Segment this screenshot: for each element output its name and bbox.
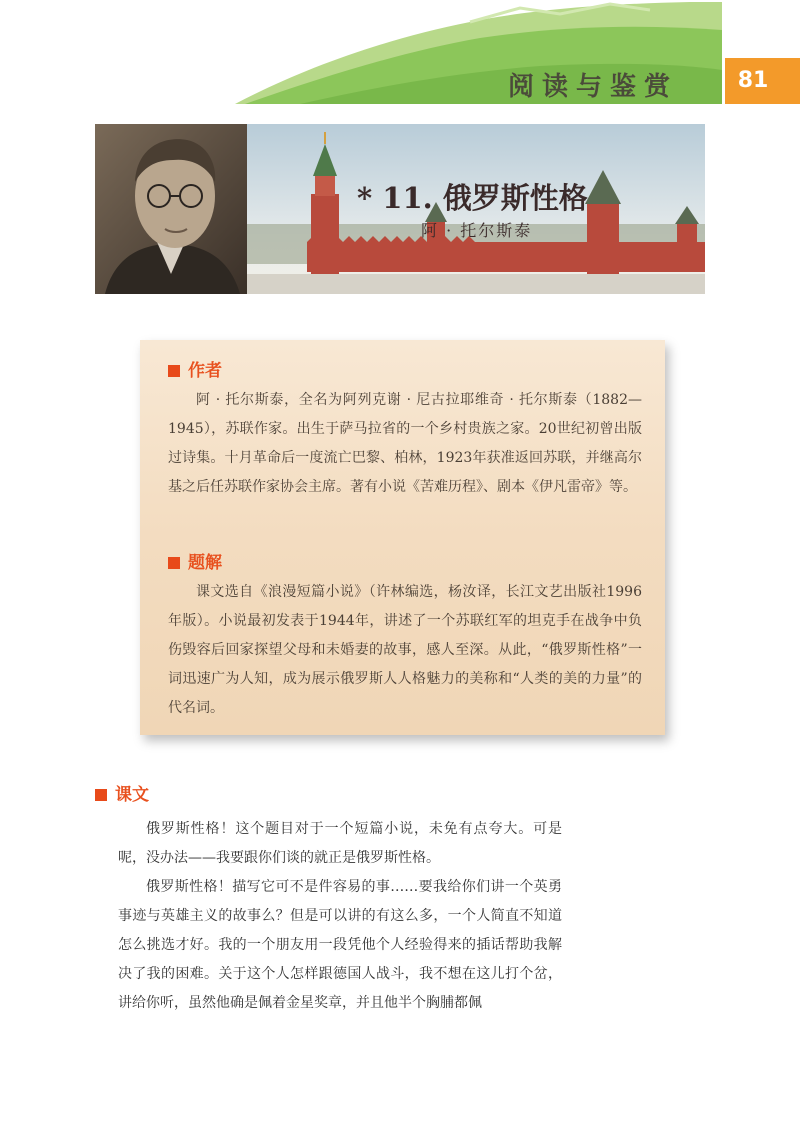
text-heading-label: 课文	[115, 785, 149, 805]
page-number-box	[725, 58, 800, 104]
author-paragraph: 阿 · 托尔斯泰，全名为阿列克谢 · 尼古拉耶维奇 · 托尔斯泰（1882—1945），苏联作家。出生于萨马拉省的一个乡村贵族之家。20世纪初曾出版过诗集。十月革命后一度流亡巴黎、柏林，1923年获准返回苏联，并继高尔基之后任苏联作家协会主席。著有小说《苦难历程》、剧本《伊凡雷帝》等。	[168, 392, 642, 495]
header-brush-decoration	[0, 0, 800, 115]
author-heading	[168, 356, 222, 381]
bullet-square-icon	[95, 789, 107, 801]
author-portrait	[95, 124, 247, 294]
explanation-heading-label: 题解	[188, 553, 222, 573]
section-title: 阅读与鉴赏	[508, 72, 679, 102]
page-number: 81	[737, 68, 769, 93]
lesson-author: 阿 · 托尔斯泰	[421, 221, 533, 240]
bullet-square-icon	[168, 557, 180, 569]
author-heading-label: 作者	[188, 361, 222, 381]
body-paragraph: 俄罗斯性格！这个题目对于一个短篇小说，未免有点夸大。可是呢，没办法——我要跟你们谈的就正是俄罗斯性格。	[118, 821, 562, 866]
lesson-title: * 11. 俄罗斯性格	[357, 181, 588, 215]
body-paragraph: 俄罗斯性格！描写它可不是件容易的事……要我给你们讲一个英勇事迹与英雄主义的故事么？但是可以讲的有这么多，一个人简直不知道怎么挑选才好。我的一个朋友用一段凭他个人经验得来的插话帮助我解决了我的困难。关于这个人怎样跟德国人战斗，我不想在这儿打个岔，讲给你听，虽然他确是佩着金星奖章，并且他半个胸脯都佩	[118, 879, 562, 1011]
explanation-paragraph: 课文选自《浪漫短篇小说》（许林编选，杨汝译，长江文艺出版社1996年版）。小说最初发表于1944年，讲述了一个苏联红军的坦克手在战争中负伤毁容后回家探望父母和未婚妻的故事，感人至深。从此，“俄罗斯性格”一词迅速广为人知，成为展示俄罗斯人人格魅力的美称和“人类的美的力量”的代名词。	[168, 584, 642, 716]
explanation-heading	[168, 548, 222, 573]
bullet-square-icon	[168, 365, 180, 377]
text-heading	[95, 780, 149, 805]
